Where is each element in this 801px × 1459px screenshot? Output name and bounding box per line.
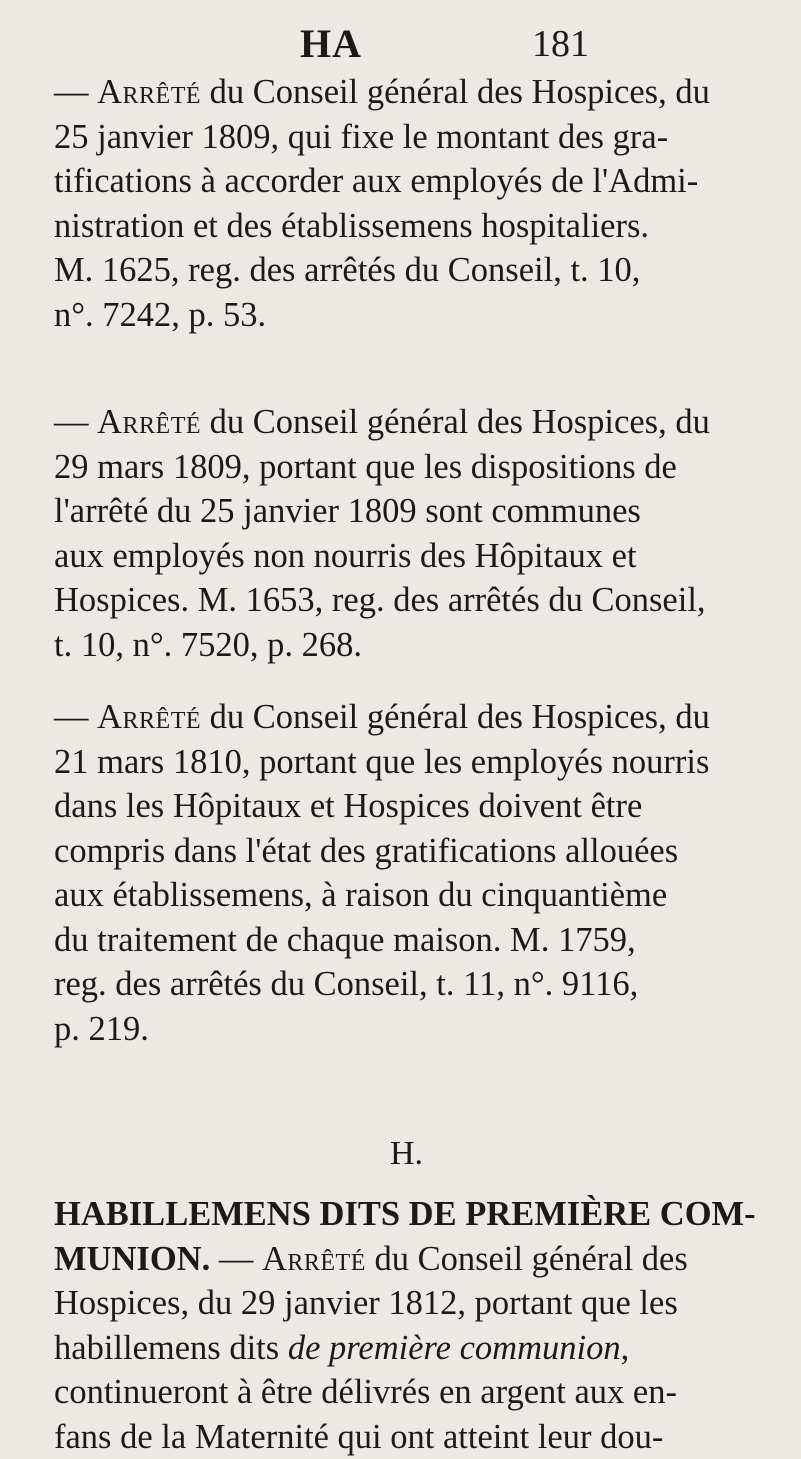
entry-line: reg. des arrêtés du Conseil, t. 11, n°. 9116,: [54, 962, 754, 1007]
entry-arrete-1810-03-21: [54, 695, 754, 1051]
em-dash: —: [54, 403, 89, 441]
entry-line: aux établissemens, à raison du cinquantième: [54, 873, 754, 918]
entry-line: du traitement de chaque maison. M. 1759,: [54, 918, 754, 963]
entry-heading: HABILLEMENS DITS DE PREMIÈRE COM-: [54, 1192, 754, 1237]
entry-line: 21 mars 1810, portant que les employés nourris: [54, 740, 754, 785]
entry-line: 25 janvier 1809, qui fixe le montant des gra-: [54, 115, 754, 160]
entry-habillemens-premiere-communion: [54, 1192, 754, 1459]
entry-arrete-1809-01-25: [54, 70, 754, 337]
entry-line-text: du Conseil général des Hospices, du: [201, 698, 710, 736]
section-letter: H.: [0, 1135, 801, 1173]
entry-line: p. 219.: [54, 1007, 754, 1052]
entry-line: [54, 1237, 754, 1282]
italic-phrase: de première communion: [288, 1329, 621, 1367]
entry-line: 29 mars 1809, portant que les dispositions de: [54, 445, 754, 490]
arrete-label: Arrêté: [97, 73, 201, 111]
entry-line: l'arrêté du 25 janvier 1809 sont communes: [54, 489, 754, 534]
em-dash: —: [54, 73, 89, 111]
running-header: [0, 14, 801, 74]
em-dash: —: [210, 1240, 262, 1278]
entry-arrete-1809-03-29: [54, 400, 754, 667]
entry-line: [54, 1326, 754, 1371]
entry-line-text: habillemens dits: [54, 1329, 288, 1367]
entry-line: aux employés non nourris des Hôpitaux et: [54, 534, 754, 579]
arrete-label: Arrêté: [97, 698, 201, 736]
entry-line: n°. 7242, p. 53.: [54, 293, 754, 338]
entry-line: nistration et des établissemens hospitaliers.: [54, 204, 754, 249]
entry-line: continueront à être délivrés en argent aux en-: [54, 1370, 754, 1415]
entry-line: [54, 695, 754, 740]
entry-line: [54, 400, 754, 445]
entry-line: compris dans l'état des gratifications allouées: [54, 829, 754, 874]
entry-line: t. 10, n°. 7520, p. 268.: [54, 623, 754, 668]
entry-line: Hospices, du 29 janvier 1812, portant que les: [54, 1281, 754, 1326]
em-dash: —: [54, 698, 89, 736]
entry-line-text: du Conseil général des Hospices, du: [201, 73, 710, 111]
arrete-label: Arrêté: [97, 403, 201, 441]
page-number: 181: [532, 22, 589, 66]
entry-line: fans de la Maternité qui ont atteint leur dou-: [54, 1415, 754, 1459]
entry-line-text: ,: [621, 1329, 630, 1367]
entry-line-text: du Conseil général des Hospices, du: [201, 403, 710, 441]
entry-line: tifications à accorder aux employés de l'Admi-: [54, 159, 754, 204]
entry-line: Hospices. M. 1653, reg. des arrêtés du Conseil,: [54, 578, 754, 623]
header-letters: HA: [300, 20, 362, 67]
entry-line-text: du Conseil général des: [366, 1240, 688, 1278]
entry-line: dans les Hôpitaux et Hospices doivent être: [54, 784, 754, 829]
arrete-label: Arrêté: [262, 1240, 366, 1278]
entry-line: [54, 70, 754, 115]
entry-heading-end: MUNION.: [54, 1240, 210, 1278]
entry-line: M. 1625, reg. des arrêtés du Conseil, t. 10,: [54, 248, 754, 293]
